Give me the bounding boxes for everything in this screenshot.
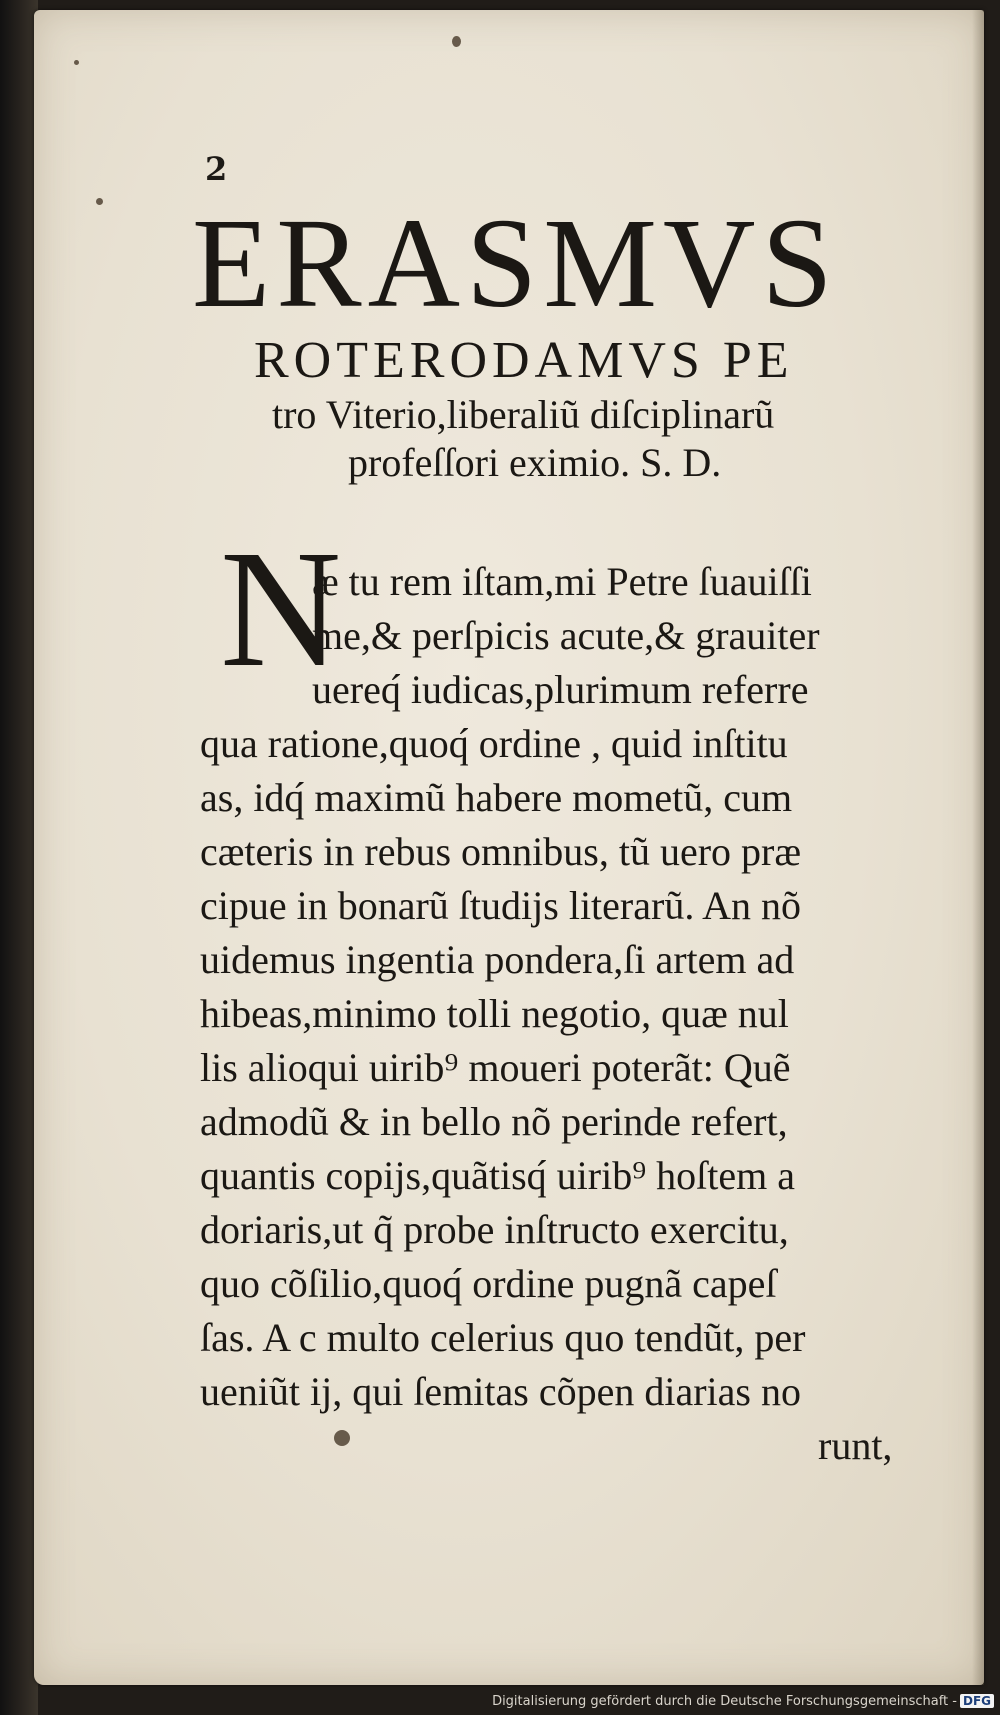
digitization-credit xyxy=(492,1694,994,1709)
body-line: ſas. A c multo celerius quo tendũt, per xyxy=(200,1315,806,1360)
body-line: lis alioqui uirib⁹ moueri poterãt: Quẽ xyxy=(200,1045,791,1090)
body-line: uidemus ingentia pondera,ſi artem ad xyxy=(200,937,795,982)
ink-spot xyxy=(74,60,79,65)
body-line: ueniũt ij, qui ſemitas cõpen diarias no xyxy=(200,1369,801,1414)
drop-cap-initial: N xyxy=(220,516,342,702)
letter-body xyxy=(200,516,940,1473)
body-line: uereq́ iudicas,plurimum referre xyxy=(312,667,809,712)
body-line: hibeas,minimo tolli negotio, quæ nul xyxy=(200,991,789,1036)
body-line: me,& perſpicis acute,& grauiter xyxy=(312,613,820,658)
body-line: quantis copijs,quãtisq́ uirib⁹ hoſtem a xyxy=(200,1153,795,1198)
ink-spot xyxy=(452,36,461,47)
body-line: doriaris,ut q̃ probe inſtructo exercitu, xyxy=(200,1207,789,1252)
body-line: quo cõſilio,quoq́ ordine pugnã capeſ xyxy=(200,1261,777,1306)
subtitle-roterodamus: ROTERODAMVS PE xyxy=(254,332,794,389)
body-line: admodũ & in bello nõ perinde refert, xyxy=(200,1099,788,1144)
title-erasmus: ERASMVS xyxy=(192,192,839,334)
body-line: cæteris in rebus omnibus, tũ uero præ xyxy=(200,829,802,874)
body-line: cipue in bonarũ ſtudijs literarũ. An nõ xyxy=(200,883,801,928)
page-edge-shadow xyxy=(972,10,984,1685)
catchword: runt, xyxy=(818,1423,893,1468)
book-spine xyxy=(0,0,38,1715)
letter-heading xyxy=(192,192,930,487)
ink-spot xyxy=(96,198,103,205)
page-number: 2 xyxy=(205,150,228,188)
heading-line-2: tro Viterio,liberaliũ diſciplinarũ xyxy=(272,392,775,437)
body-line: as, idq́ maximũ habere mometũ, cum xyxy=(200,775,793,820)
body-line: qua ratione,quoq́ ordine , quid inſtitu xyxy=(200,721,788,766)
dfg-logo: DFG xyxy=(960,1694,994,1708)
body-line: æ tu rem iſtam,mi Petre ſuauiſſi xyxy=(312,559,812,604)
credit-text: Digitalisierung gefördert durch die Deutsche Forschungsgemeinschaft - xyxy=(492,1694,957,1709)
heading-line-3: profeſſori eximio. S. D. xyxy=(348,440,722,485)
